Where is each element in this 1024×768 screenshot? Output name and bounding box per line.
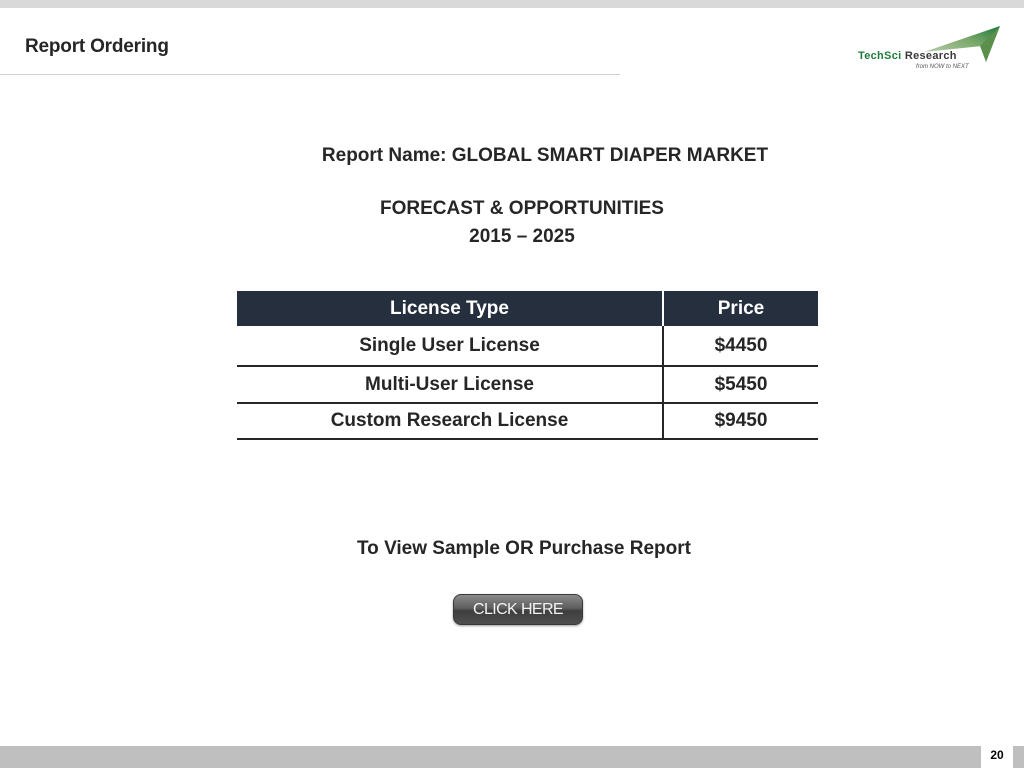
price-cell: $5450 <box>663 366 818 403</box>
header-price: Price <box>663 291 818 326</box>
license-price-table <box>237 291 818 440</box>
bottom-bar <box>0 746 1024 768</box>
techsci-logo <box>858 22 1000 88</box>
page-title: Report Ordering <box>25 36 169 57</box>
title-divider <box>0 74 620 75</box>
report-subtitle: FORECAST & OPPORTUNITIES <box>380 198 664 219</box>
logo-name-research: Research <box>904 50 957 62</box>
logo-tagline: from NOW to NEXT <box>916 64 969 70</box>
license-type-cell: Custom Research License <box>237 403 663 439</box>
price-cell: $9450 <box>663 403 818 439</box>
top-bar <box>0 0 1024 8</box>
page-number: 20 <box>981 743 1013 768</box>
header-license-type: License Type <box>237 291 663 326</box>
report-years: 2015 – 2025 <box>469 226 575 247</box>
table-row <box>237 403 818 439</box>
report-name: Report Name: GLOBAL SMART DIAPER MARKET <box>321 145 769 166</box>
table-row <box>237 326 818 366</box>
cta-text: To View Sample OR Purchase Report <box>356 538 691 559</box>
license-type-cell: Single User License <box>237 326 663 366</box>
table-header-row <box>237 291 818 326</box>
logo-wordmark <box>858 50 957 62</box>
price-cell: $4450 <box>663 326 818 366</box>
logo-name-tech: TechSci <box>858 50 902 62</box>
click-here-button[interactable]: CLICK HERE <box>453 594 583 625</box>
license-type-cell: Multi-User License <box>237 366 663 403</box>
table-row <box>237 366 818 403</box>
